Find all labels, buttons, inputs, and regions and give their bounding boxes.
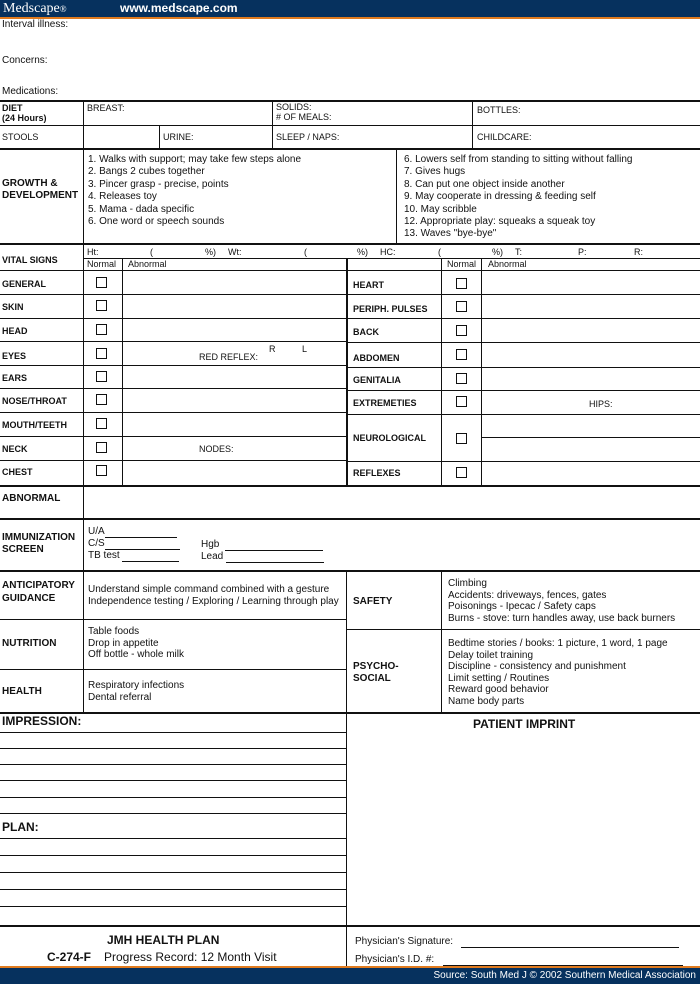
rule — [0, 748, 347, 749]
exam-abdomen: ABDOMEN — [353, 353, 400, 363]
psycho-label: PSYCHO- — [353, 661, 399, 672]
development-label: DEVELOPMENT — [2, 190, 79, 201]
nutrition-label: NUTRITION — [2, 638, 57, 649]
physician-id-line — [443, 956, 683, 966]
nose-throat-normal-checkbox[interactable] — [96, 394, 107, 405]
health-line: Dental referral — [88, 691, 152, 703]
ht-pct-open: ( — [150, 247, 153, 257]
screen-label: SCREEN — [2, 544, 44, 555]
rule — [346, 712, 347, 925]
skin-normal-checkbox[interactable] — [96, 300, 107, 311]
rule — [122, 258, 123, 485]
bottles-label: BOTTLES: — [477, 105, 521, 115]
red-reflex-label: RED REFLEX: — [199, 352, 259, 362]
rule — [83, 258, 700, 259]
wt-label: Wt: — [228, 247, 242, 257]
health-label: HEALTH — [2, 686, 42, 697]
rule — [347, 414, 700, 415]
urine-label: URINE: — [163, 132, 194, 142]
tb-field[interactable] — [88, 550, 179, 562]
milestone-item: 5. Mama - dada specific — [88, 203, 195, 215]
exam-genitalia: GENITALIA — [353, 375, 401, 385]
rule — [83, 243, 84, 485]
source-credit: Source: South Med J © 2002 Southern Medical Association — [433, 970, 696, 981]
rule — [0, 669, 347, 670]
physician-id-field[interactable] — [355, 954, 683, 966]
mouth-teeth-normal-checkbox[interactable] — [96, 418, 107, 429]
r-label: R: — [634, 247, 643, 257]
growth-label: GROWTH & — [2, 178, 58, 189]
safety-line: Climbing — [448, 578, 487, 589]
rule — [347, 390, 700, 391]
safety-line: Poisonings - Ipecac / Safety caps — [448, 601, 596, 613]
diet-sublabel: (24 Hours) — [2, 113, 47, 123]
hgb-line — [225, 541, 323, 551]
periph-pulses-normal-checkbox[interactable] — [456, 301, 467, 312]
nutrition-line: Table foods — [88, 626, 140, 637]
ua-line — [105, 528, 177, 538]
psycho-line: Discipline - consistency and punishment — [448, 661, 626, 672]
rule — [347, 342, 700, 343]
lead-field[interactable] — [201, 551, 324, 563]
cs-line — [105, 540, 180, 550]
neck-normal-checkbox[interactable] — [96, 442, 107, 453]
exam-extremeties: EXTREMETIES — [353, 398, 417, 408]
exam-skin: SKIN — [2, 302, 24, 312]
guidance-label: GUIDANCE — [2, 593, 56, 604]
rule — [472, 100, 473, 148]
heart-normal-checkbox[interactable] — [456, 278, 467, 289]
milestone-item: 12. Appropriate play: squeaks a squeak toy — [404, 216, 596, 228]
milestone-item: 1. Walks with support; may take few steps alone — [88, 154, 302, 165]
rule — [0, 838, 347, 839]
rule — [347, 629, 700, 630]
psycho-line: Reward good behavior — [448, 684, 549, 695]
hgb-label: Hgb — [201, 539, 220, 550]
safety-line: Burns - stove: turn handles away, use back burners — [448, 612, 676, 624]
form-code: C-274-F — [47, 950, 92, 964]
hc-label: HC: — [380, 247, 396, 257]
rule — [272, 100, 273, 148]
rule — [0, 318, 347, 319]
exam-mouth-teeth: MOUTH/TEETH — [2, 420, 67, 430]
meals-label: # OF MEALS: — [276, 112, 332, 122]
rule — [441, 258, 442, 485]
milestones-right — [404, 154, 632, 241]
milestone-item: 8. Can put one object inside another — [404, 178, 565, 190]
rule — [0, 925, 700, 927]
rule — [481, 437, 700, 438]
exam-general: GENERAL — [2, 279, 47, 289]
lead-line — [226, 553, 324, 563]
rule — [347, 294, 700, 295]
milestone-item: 6. One word or speech sounds — [88, 216, 225, 228]
t-label: T: — [515, 247, 523, 257]
exam-eyes: EYES — [2, 351, 27, 361]
back-normal-checkbox[interactable] — [456, 325, 467, 336]
rule — [0, 780, 347, 781]
cs-field[interactable] — [88, 538, 180, 550]
exam-neck: NECK — [2, 444, 28, 454]
vital-signs-label: VITAL SIGNS — [2, 255, 58, 265]
abnormal-header-right: Abnormal — [488, 259, 527, 269]
guidance-line: Understand simple command combined with a gesture — [88, 584, 330, 595]
brand-text: Medscape — [3, 1, 60, 16]
rule — [0, 412, 347, 413]
exam-chest: CHEST — [2, 467, 33, 477]
ua-field[interactable] — [88, 526, 177, 538]
sleep-label: SLEEP / NAPS: — [276, 132, 340, 142]
header-accent-line — [0, 17, 700, 19]
abnormal-header-left: Abnormal — [128, 259, 167, 269]
rule — [347, 318, 700, 319]
interval-illness-label: Interval illness: — [2, 19, 69, 30]
hc-pct-close: %) — [492, 247, 503, 257]
rule — [347, 461, 700, 462]
brand-mark: ® — [59, 4, 67, 14]
head-normal-checkbox[interactable] — [96, 324, 107, 335]
rule — [0, 148, 700, 150]
rule — [396, 148, 397, 243]
ht-label: Ht: — [87, 247, 99, 257]
rule — [0, 732, 347, 733]
rule — [0, 460, 347, 461]
red-reflex-r: R — [269, 344, 276, 354]
rule — [0, 619, 347, 620]
psycho-line: Bedtime stories / books: 1 picture, 1 word, 1 page — [448, 638, 668, 649]
general-normal-checkbox[interactable] — [96, 277, 107, 288]
concerns-label: Concerns: — [2, 55, 48, 66]
rule — [0, 341, 347, 342]
social-label: SOCIAL — [353, 673, 391, 684]
normal-header-right: Normal — [447, 259, 477, 269]
rule — [0, 294, 347, 295]
rule — [0, 764, 347, 765]
solids-label: SOLIDS: — [276, 102, 312, 112]
milestone-item: 13. Waves "bye-bye" — [404, 228, 497, 240]
rule — [0, 518, 700, 520]
tb-label: TB test — [88, 550, 120, 561]
rule — [0, 570, 700, 572]
exam-periph-pulses: PERIPH. PULSES — [353, 304, 428, 314]
nutrition-line: Off bottle - whole milk — [88, 649, 184, 661]
rule — [0, 906, 347, 907]
hc-pct-open: ( — [438, 247, 441, 257]
exam-head: HEAD — [2, 326, 28, 336]
rule — [0, 243, 700, 245]
safety-line: Accidents: driveways, fences, gates — [448, 589, 607, 601]
rule — [0, 712, 700, 714]
exam-back: BACK — [353, 327, 379, 337]
rule — [0, 388, 347, 389]
exam-reflexes: REFLEXES — [353, 468, 401, 478]
neurological-normal-checkbox[interactable] — [456, 433, 467, 444]
nodes-label: NODES: — [199, 444, 234, 454]
psycho-line: Delay toilet training — [448, 649, 534, 661]
normal-header-left: Normal — [87, 259, 117, 269]
ht-pct-close: %) — [205, 247, 216, 257]
rule — [346, 258, 348, 485]
rule — [0, 365, 347, 366]
milestone-item: 7. Gives hugs — [404, 166, 466, 178]
p-label: P: — [578, 247, 587, 257]
signature-label: Physician's Signature: — [355, 936, 454, 947]
impression-label: IMPRESSION: — [2, 714, 82, 728]
rule — [0, 855, 347, 856]
cs-label: C/S — [88, 538, 105, 549]
physician-id-label: Physician's I.D. #: — [355, 954, 435, 965]
milestone-item: 4. Releases toy — [88, 191, 157, 203]
header-bar — [0, 0, 700, 17]
breast-label: BREAST: — [87, 103, 125, 113]
rule — [0, 125, 700, 126]
genitalia-normal-checkbox[interactable] — [456, 373, 467, 384]
lead-label: Lead — [201, 551, 224, 562]
exam-nose-throat: NOSE/THROAT — [2, 396, 67, 406]
milestone-item: 9. May cooperate in dressing & feeding self — [404, 191, 596, 203]
chest-normal-checkbox[interactable] — [96, 465, 107, 476]
rule — [0, 813, 347, 814]
tb-line — [122, 552, 179, 562]
exam-neurological: NEUROLOGICAL — [353, 433, 426, 443]
rule — [83, 148, 84, 243]
reflexes-normal-checkbox[interactable] — [456, 467, 467, 478]
rule — [0, 889, 347, 890]
immunization-label: IMMUNIZATION — [2, 532, 76, 543]
ua-label: U/A — [88, 526, 105, 537]
diet-label: DIET — [2, 103, 23, 113]
milestones-left — [88, 154, 301, 228]
signature-line — [461, 938, 679, 948]
ears-normal-checkbox[interactable] — [96, 371, 107, 382]
childcare-label: CHILDCARE: — [477, 132, 532, 142]
safety-text — [448, 578, 675, 624]
signature-field[interactable] — [355, 936, 679, 948]
plan-name: JMH HEALTH PLAN — [107, 933, 220, 947]
guidance-line: Independence testing / Exploring / Learning through play — [88, 596, 339, 607]
hgb-field[interactable] — [201, 539, 323, 551]
milestone-item: 6. Lowers self from standing to sitting without falling — [404, 154, 633, 165]
rule — [83, 570, 84, 712]
psycho-line: Name body parts — [448, 695, 525, 707]
rule — [83, 485, 84, 570]
safety-label: SAFETY — [353, 596, 393, 607]
rule — [346, 925, 347, 966]
stools-label: STOOLS — [2, 132, 39, 142]
hips-label: HIPS: — [589, 399, 613, 409]
health-text — [88, 680, 184, 703]
medications-label: Medications: — [2, 86, 59, 97]
rule — [346, 570, 347, 712]
rule — [0, 436, 347, 437]
wt-pct-close: %) — [357, 247, 368, 257]
rule — [159, 125, 160, 148]
patient-imprint-label: PATIENT IMPRINT — [473, 717, 576, 731]
health-line: Respiratory infections — [88, 680, 185, 691]
wt-pct-open: ( — [304, 247, 307, 257]
rule — [347, 367, 700, 368]
medscape-logo[interactable] — [3, 0, 67, 18]
anticipatory-text — [88, 584, 339, 608]
rule — [481, 258, 482, 485]
rule — [0, 270, 700, 271]
exam-ears: EARS — [2, 373, 28, 383]
abdomen-normal-checkbox[interactable] — [456, 349, 467, 360]
psycho-line: Limit setting / Routines — [448, 672, 550, 684]
rule — [0, 485, 700, 487]
milestone-item: 10. May scribble — [404, 203, 477, 215]
site-url-link[interactable]: www.medscape.com — [120, 1, 238, 15]
rule — [0, 797, 347, 798]
eyes-normal-checkbox[interactable] — [96, 348, 107, 359]
rule — [83, 100, 84, 148]
milestone-item: 3. Pincer grasp - precise, points — [88, 178, 229, 190]
anticipatory-label: ANTICIPATORY — [2, 580, 75, 591]
red-reflex-l: L — [302, 344, 308, 354]
nutrition-text — [88, 626, 184, 661]
nutrition-line: Drop in appetite — [88, 637, 159, 649]
abnormal-label: ABNORMAL — [2, 493, 61, 504]
rule — [441, 570, 442, 712]
milestone-item: 2. Bangs 2 cubes together — [88, 166, 205, 178]
plan-label: PLAN: — [2, 820, 39, 834]
exam-heart: HEART — [353, 280, 384, 290]
psycho-social-text — [448, 638, 668, 707]
form-title: Progress Record: 12 Month Visit — [104, 950, 277, 964]
extremeties-normal-checkbox[interactable] — [456, 396, 467, 407]
rule — [0, 872, 347, 873]
